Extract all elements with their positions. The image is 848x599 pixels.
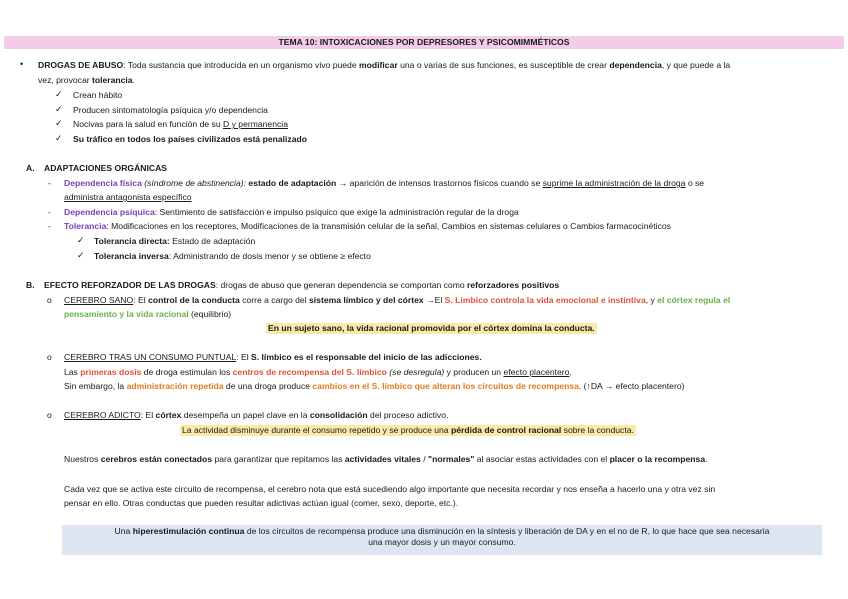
check-item: Su tráfico en todos los países civilizados está penalizado (73, 134, 308, 144)
hiperestimulacion-box: Una hiperestimulación continua de los circuitos de recompensa produce una disminución en la síntesis y liberación de DA y en el no de R, lo que hace que sea necesaria una mayor dosis y un mayor consumo. (62, 525, 822, 555)
consumo-puntual-line1: CEREBRO TRAS UN CONSUMO PUNTUAL: El S. límbico es el responsable del inicio de las adicciones. (64, 352, 482, 362)
check-item: Crean hábito (73, 90, 123, 100)
circle-bullet-icon: o (47, 410, 52, 420)
section-b-title: EFECTO REFORZADOR DE LAS DROGAS: drogas de abuso que generan dependencia se comportan como reforzadores positivos (44, 280, 560, 290)
check-item: Nocivas para la salud en función de su D y permanencia (73, 119, 288, 129)
paragraph-circuito-line2: pensar en ello. Otras conductas que pueden resultar adictivas actúan igual (comer, sexo, deporte, etc.). (64, 498, 459, 508)
check-item: Producen sintomatología psíquica y/o dependencia (73, 105, 268, 115)
drogas-definition-line2: vez, provocar tolerancia. (38, 75, 135, 85)
section-a-title: ADAPTACIONES ORGÁNICAS (44, 163, 168, 173)
section-b-letter: B. (26, 280, 35, 290)
check-icon: ✓ (77, 235, 85, 245)
dash-icon: - (48, 207, 51, 217)
circle-bullet-icon: o (47, 352, 52, 362)
dependencia-fisica-line2: administra antagonista específico (64, 192, 192, 202)
dash-icon: - (48, 178, 51, 188)
check-icon: ✓ (77, 250, 85, 260)
consumo-puntual-line3: Sin embargo, la administración repetida de una droga produce cambios en el S. límbico que alteran los circuitos de recompensa. (↑DA → efecto placentero) (64, 381, 685, 391)
section-a-letter: A. (26, 163, 35, 173)
paragraph-circuito-line1: Cada vez que se activa este circuito de recompensa, el cerebro nota que está sucediendo algo importante que necesita recordar y nos enseña a hacerlo una y otra vez sin (64, 484, 716, 494)
cerebro-sano-line2: pensamiento y la vida racional (equilibrio) (64, 309, 232, 319)
cerebro-adicto-highlight: La actividad disminuye durante el consumo repetido y se produce una pérdida de control racional sobre la conducta. (182, 425, 634, 435)
dash-icon: - (48, 221, 51, 231)
cerebro-adicto-line1: CEREBRO ADICTO: El córtex desempeña un papel clave en la consolidación del proceso adictivo. (64, 410, 449, 420)
tolerancia-directa: Tolerancia directa: Estado de adaptación (94, 236, 256, 246)
cerebro-sano-line1: CEREBRO SANO: El control de la conducta corre a cargo del sistema límbico y del córtex →El S. Límbico controla la vida emocional e instintiva, y el córtex regula el (64, 295, 731, 305)
cerebro-sano-highlight: En un sujeto sano, la vida racional promovida por el córtex domina la conducta. (268, 323, 595, 333)
dependencia-fisica-line1: Dependencia física (síndrome de abstinencia): estado de adaptación → aparición de intensos trastornos físicos cuando se suprime la administración de la droga o se (64, 178, 705, 188)
bullet-icon: • (20, 59, 24, 69)
dependencia-psiquica: Dependencia psíquica: Sentimiento de satisfacción e impulso psíquico que exige la administración regular de la droga (64, 207, 519, 217)
consumo-puntual-line2: Las primeras dosis de droga estimulan los centros de recompensa del S. límbico (se desregula) y producen un efecto placentero. (64, 367, 572, 377)
page-title: TEMA 10: INTOXICACIONES POR DEPRESORES Y PSICOMIMMÉTICOS (4, 36, 844, 49)
paragraph-cerebros-conectados: Nuestros cerebros están conectados para garantizar que repitamos las actividades vitales / "normales" al asociar estas actividades con el placer o la recompensa. (64, 454, 708, 464)
check-icon: ✓ (55, 89, 63, 99)
tolerancia: Tolerancia: Modificaciones en los receptores, Modificaciones de la transmisión celular de la señal, Cambios en sistemas celulares o Cambios farmacocinéticos (64, 221, 671, 231)
check-icon: ✓ (55, 118, 63, 128)
tolerancia-inversa: Tolerancia inversa: Administrando de dosis menor y se obtiene ≥ efecto (94, 251, 371, 261)
circle-bullet-icon: o (47, 295, 52, 305)
check-icon: ✓ (55, 104, 63, 114)
check-icon: ✓ (55, 133, 63, 143)
drogas-definition-line1: DROGAS DE ABUSO: Toda sustancia que introducida en un organismo vivo puede modificar una o varias de sus funciones, es susceptible de crear dependencia, y que puede a la (38, 60, 731, 70)
